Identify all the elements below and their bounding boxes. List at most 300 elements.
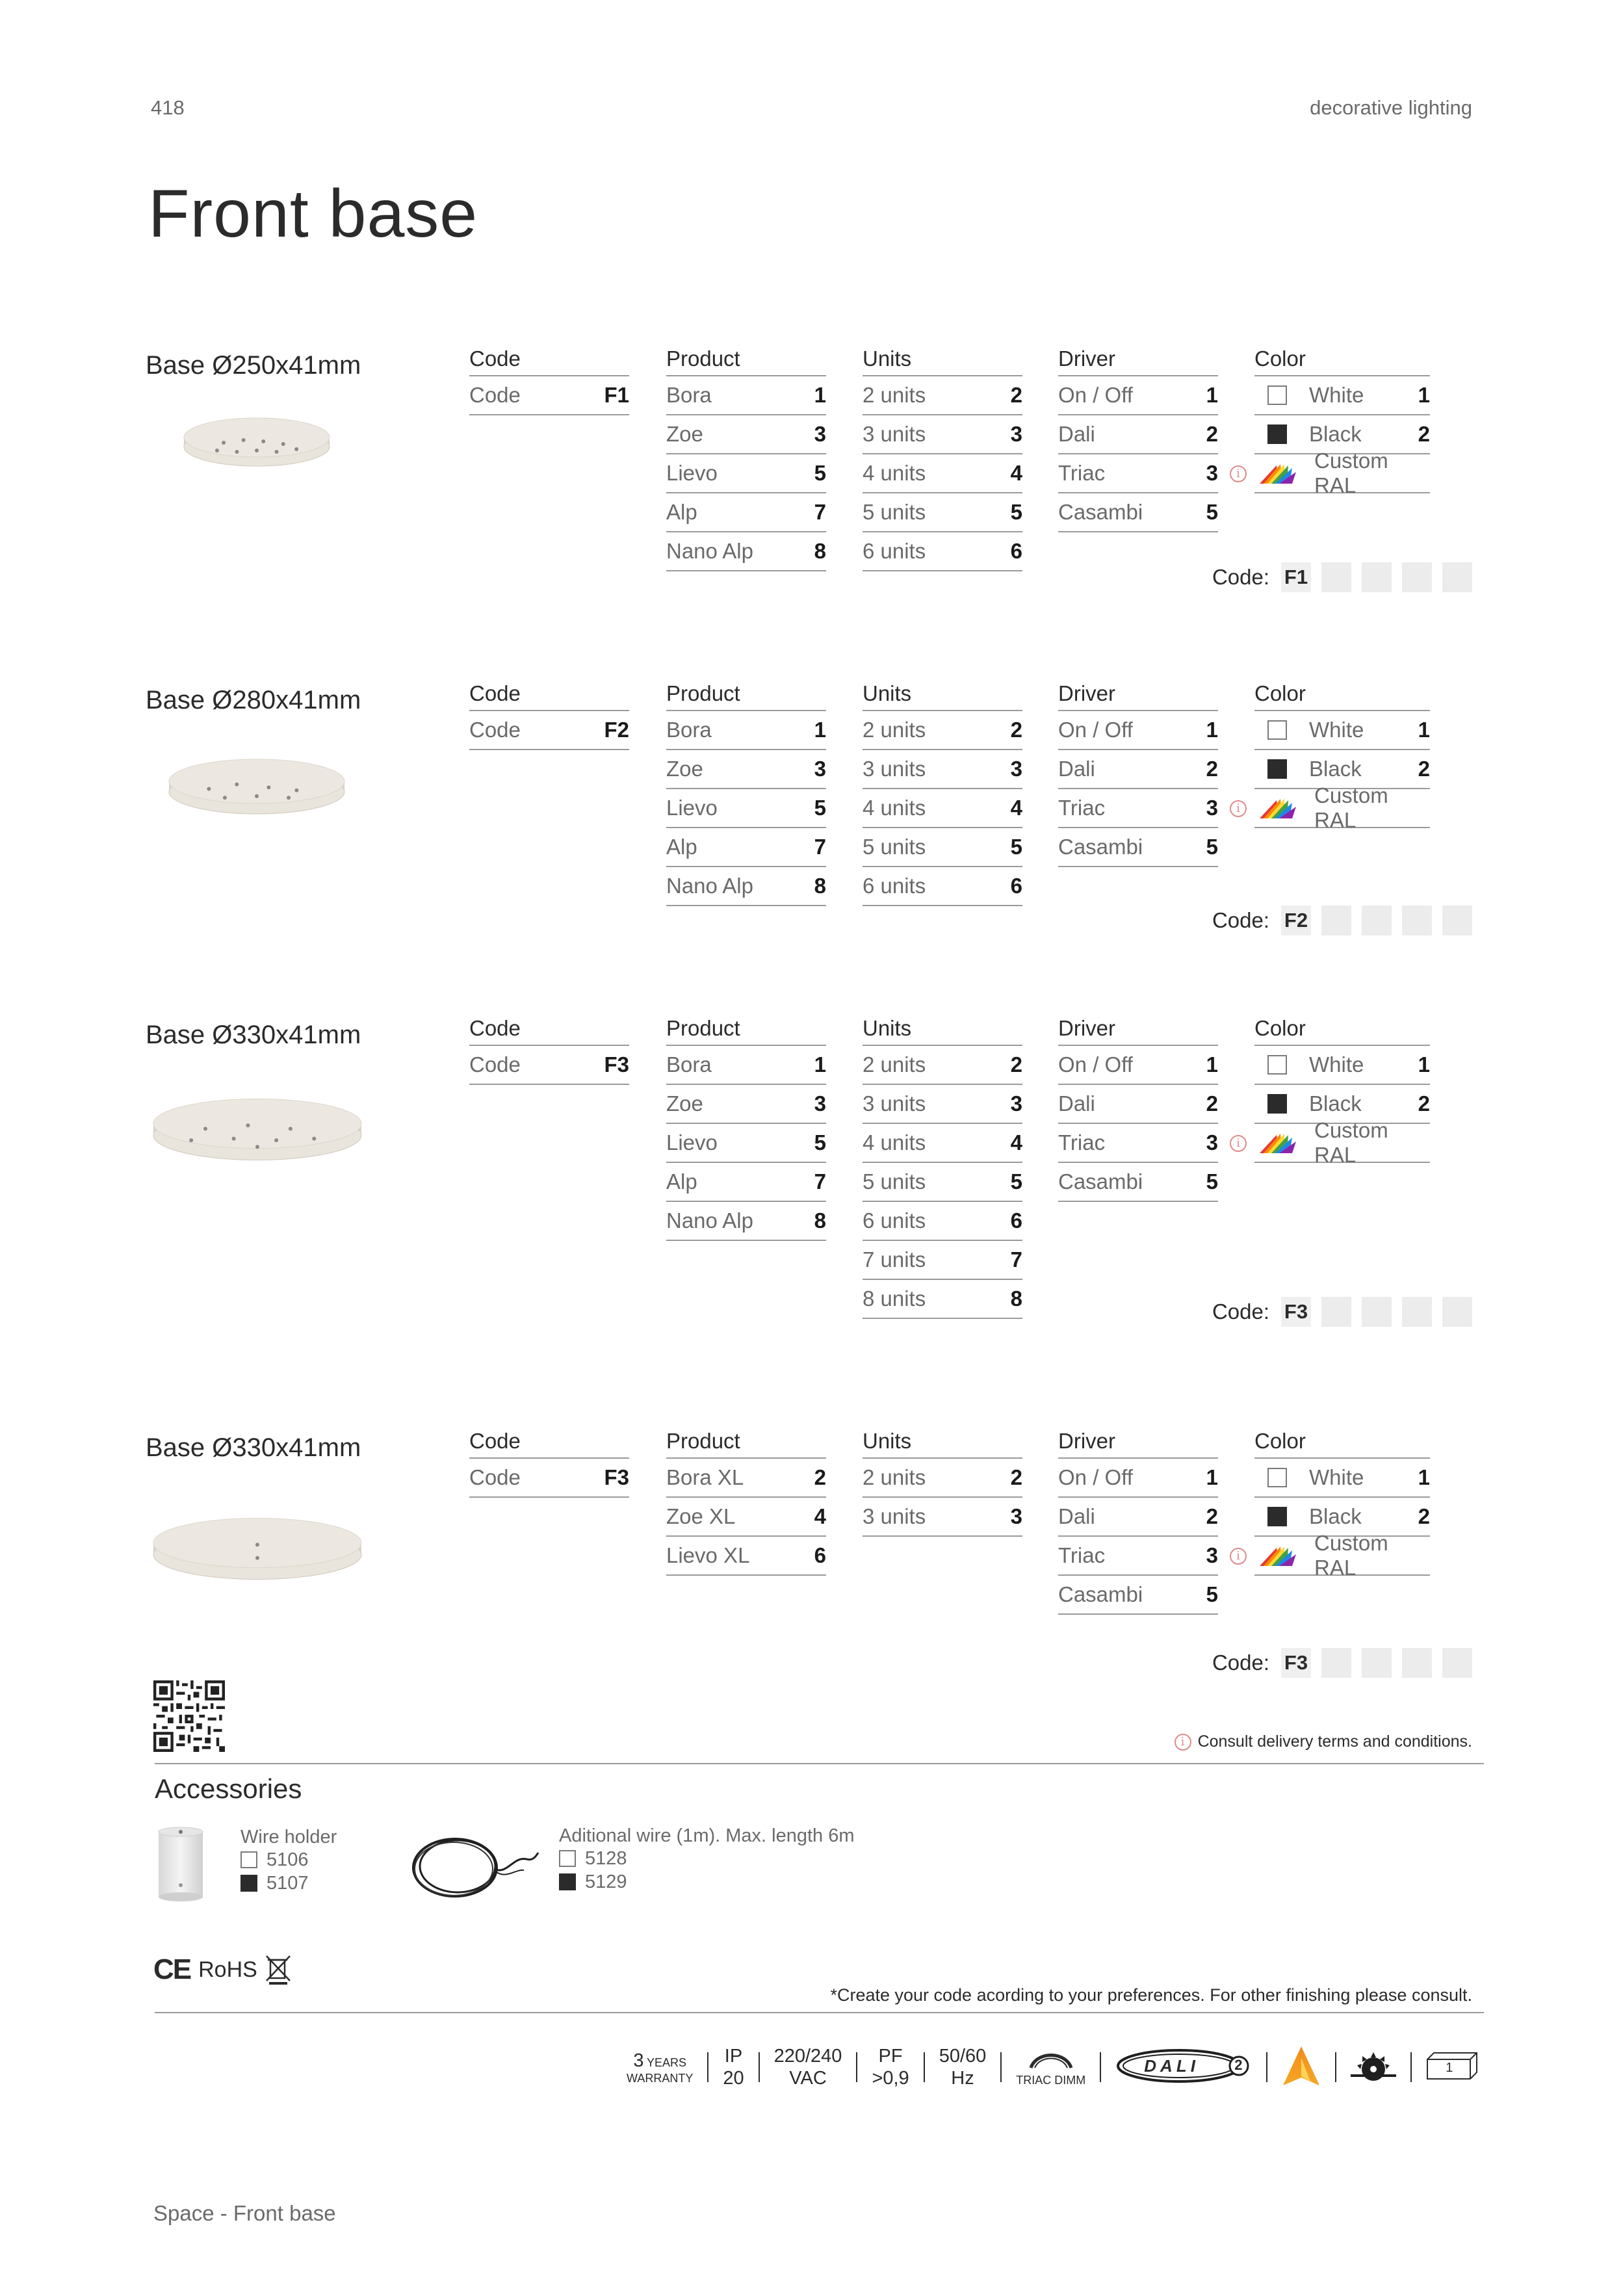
driver-option-number: 1 [1206, 1465, 1218, 1489]
cable-hole [294, 789, 298, 792]
units-option-number: 2 [1010, 383, 1022, 407]
base-image [182, 410, 331, 475]
code-empty-box[interactable] [1402, 1297, 1432, 1327]
base-name: Base Ø250x41mm [146, 351, 361, 380]
units-column [863, 1430, 1022, 1537]
option-code: 5107 [266, 1872, 309, 1894]
pf-label: PF [878, 2046, 903, 2067]
code-column [469, 1017, 629, 1085]
voltage-unit: VAC [789, 2068, 827, 2089]
units-option-number: 8 [1010, 1286, 1022, 1311]
driver-option-number: 3 [1206, 461, 1218, 485]
product-option[interactable] [666, 415, 826, 454]
divider [155, 1763, 1484, 1764]
code-prefix-box: F1 [1281, 562, 1311, 592]
cable-hole [255, 449, 259, 452]
units-option-label: 4 units [863, 1130, 926, 1155]
cable-hole [207, 787, 211, 790]
product-option[interactable] [666, 750, 826, 789]
base-name: Base Ø330x41mm [146, 1433, 361, 1462]
product-option-number: 7 [814, 500, 826, 524]
wire-image [409, 1830, 539, 1901]
color-option[interactable] [1254, 711, 1430, 750]
driver-option-number: 5 [1206, 1582, 1218, 1606]
code-empty-box[interactable] [1321, 906, 1351, 935]
driver-option[interactable] [1058, 1498, 1218, 1537]
units-option[interactable] [863, 1163, 1022, 1202]
code-prefix-box: F3 [1281, 1297, 1311, 1327]
units-option-label: 6 units [863, 539, 926, 563]
separator [1410, 2052, 1412, 2082]
driver-option[interactable] [1058, 1046, 1218, 1085]
driver-option[interactable] [1058, 1163, 1218, 1202]
product-option[interactable] [666, 828, 826, 867]
driver-option-label: On / Off [1058, 383, 1133, 407]
product-option-number: 5 [814, 1130, 826, 1155]
product-option-number: 8 [814, 1208, 826, 1233]
product-option-label: Lievo XL [666, 1543, 750, 1567]
color-column-header: Color [1254, 348, 1430, 376]
driver-column [1058, 348, 1218, 532]
units-option[interactable] [863, 1085, 1022, 1124]
product-option[interactable] [666, 1498, 826, 1537]
units-option[interactable] [863, 789, 1022, 828]
code-empty-box[interactable] [1442, 1297, 1472, 1327]
ip-spec [714, 2045, 753, 2089]
base-image [151, 1086, 364, 1173]
cable-hole [255, 1556, 259, 1560]
code-empty-box[interactable] [1442, 1648, 1472, 1678]
code-option-label: Code [469, 383, 521, 407]
driver-option[interactable] [1058, 493, 1218, 532]
base-image [151, 1505, 364, 1593]
product-option-number: 8 [814, 539, 826, 563]
driver-option-label: On / Off [1058, 718, 1133, 742]
cable-hole [266, 785, 270, 789]
warranty-spec [617, 2050, 702, 2085]
driver-option[interactable] [1058, 1459, 1218, 1498]
code-option-label: Code [469, 1465, 521, 1489]
color-option[interactable] [1254, 376, 1430, 415]
units-option-number: 2 [1010, 1052, 1022, 1076]
driver-column [1058, 1430, 1218, 1615]
color-option-number: 2 [1418, 1504, 1430, 1528]
product-option-label: Bora XL [666, 1465, 744, 1489]
color-option-label: Black [1309, 757, 1362, 781]
ral-color-wheel-icon [1257, 1543, 1299, 1569]
product-column [666, 1017, 826, 1241]
code-prefix-box: F3 [1281, 1648, 1311, 1678]
units-option[interactable] [863, 1498, 1022, 1537]
color-column-header: Color [1254, 683, 1430, 711]
driver-option[interactable] [1058, 1576, 1218, 1615]
driver-option[interactable] [1058, 1124, 1218, 1163]
black-swatch-icon [1267, 1507, 1287, 1526]
color-option[interactable] [1254, 1046, 1430, 1085]
driver-column [1058, 1017, 1218, 1202]
cable-hole [223, 796, 227, 800]
product-option-number: 7 [814, 1169, 826, 1194]
color-option-label: Black [1309, 422, 1362, 446]
product-option[interactable] [666, 867, 826, 906]
info-icon: i [1230, 465, 1247, 482]
units-option-label: 3 units [863, 757, 926, 781]
product-option-number: 6 [814, 1543, 826, 1567]
divider [155, 2012, 1484, 2013]
units-option-label: 3 units [863, 1091, 926, 1115]
wire-holder-label: Wire holder [240, 1827, 337, 1847]
code-empty-box[interactable] [1362, 562, 1392, 592]
units-option-number: 6 [1010, 1208, 1022, 1233]
separator [759, 2052, 760, 2082]
cable-hole [294, 447, 298, 451]
product-option[interactable] [666, 711, 826, 750]
code-empty-box[interactable] [1442, 906, 1472, 935]
driver-option-number: 1 [1206, 383, 1218, 407]
ceiling-install-spec [1342, 2050, 1405, 2085]
voltage-value: 220/240 [773, 2046, 842, 2067]
units-option-number: 2 [1010, 718, 1022, 742]
units-option-label: 3 units [863, 1504, 926, 1528]
driver-option[interactable] [1058, 1085, 1218, 1124]
product-option-number: 7 [814, 835, 826, 859]
casambi-icon [1282, 2045, 1321, 2087]
color-option-label: Black [1309, 1091, 1362, 1115]
units-option-label: 6 units [863, 1208, 926, 1233]
code-builder [1212, 1648, 1472, 1678]
product-option[interactable] [666, 532, 826, 571]
units-option[interactable] [863, 454, 1022, 493]
ip-label: IP [724, 2046, 743, 2067]
info-icon: i [1230, 800, 1247, 817]
wire-holder-image [156, 1827, 205, 1902]
units-option[interactable] [863, 1046, 1022, 1085]
product-option-label: Nano Alp [666, 539, 753, 563]
product-option[interactable] [666, 1459, 826, 1498]
driver-column-header: Driver [1058, 1017, 1218, 1046]
units-option-number: 4 [1010, 461, 1022, 485]
units-option[interactable] [863, 1459, 1022, 1498]
product-option-label: Zoe [666, 422, 703, 446]
driver-option-label: Triac [1058, 461, 1106, 485]
color-column-header: Color [1254, 1017, 1430, 1046]
cable-hole [232, 1137, 236, 1141]
casambi-spec [1273, 2045, 1330, 2090]
product-option-label: Nano Alp [666, 1208, 753, 1233]
driver-option[interactable] [1058, 1537, 1218, 1576]
separator [1100, 2052, 1101, 2082]
product-option-label: Lievo [666, 1130, 718, 1155]
cable-hole [274, 1138, 278, 1142]
product-option-label: Bora [666, 1052, 712, 1076]
product-option[interactable] [666, 1124, 826, 1163]
ral-color-wheel-icon [1257, 1130, 1299, 1156]
driver-option-label: Dali [1058, 757, 1095, 781]
warranty-unit: YEARS [646, 2056, 686, 2069]
pf-value: >0,9 [872, 2068, 909, 2089]
separator [924, 2052, 925, 2082]
code-builder-label: Code: [1212, 908, 1269, 932]
color-option[interactable] [1254, 1459, 1430, 1498]
driver-option-number: 1 [1206, 718, 1218, 742]
product-option[interactable] [666, 1046, 826, 1085]
color-option[interactable] [1254, 783, 1430, 832]
wire-option-white[interactable] [559, 1847, 855, 1870]
product-option-number: 3 [814, 422, 826, 446]
units-option-number: 3 [1010, 1091, 1022, 1115]
units-option[interactable] [863, 711, 1022, 750]
driver-option-label: On / Off [1058, 1052, 1133, 1076]
white-swatch-icon [1267, 385, 1287, 405]
driver-option[interactable] [1058, 415, 1218, 454]
page-title: Front base [148, 176, 478, 252]
units-option[interactable] [863, 415, 1022, 454]
code-empty-box[interactable] [1362, 1297, 1392, 1327]
color-option[interactable] [1254, 1531, 1430, 1580]
code-option[interactable] [469, 376, 629, 415]
product-option[interactable] [666, 1537, 826, 1576]
driver-option[interactable] [1058, 789, 1218, 828]
product-option-label: Bora [666, 718, 712, 742]
cable-hole [235, 450, 239, 454]
frequency-spec [930, 2045, 996, 2089]
code-builder-label: Code: [1212, 1299, 1269, 1324]
product-option-label: Alp [666, 1169, 697, 1194]
units-option-label: 5 units [863, 500, 926, 524]
color-option-label: White [1309, 1465, 1364, 1489]
footnote: *Create your code acording to your preferences. For other finishing please consult. [830, 1985, 1472, 2005]
code-builder-label: Code: [1212, 565, 1269, 589]
product-option[interactable] [666, 454, 826, 493]
cable-hole [215, 449, 219, 452]
units-option-number: 5 [1010, 835, 1022, 859]
units-option-number: 6 [1010, 874, 1022, 898]
units-option[interactable] [863, 532, 1022, 571]
class-spec [1417, 2050, 1487, 2085]
product-option[interactable] [666, 376, 826, 415]
base-name: Base Ø280x41mm [146, 686, 361, 714]
product-option-number: 4 [814, 1504, 826, 1528]
product-option-number: 1 [814, 383, 826, 407]
product-option[interactable] [666, 1163, 826, 1202]
product-option-number: 3 [814, 757, 826, 781]
units-option[interactable] [863, 1202, 1022, 1241]
product-option[interactable] [666, 789, 826, 828]
qr-code[interactable] [153, 1680, 225, 1752]
driver-option-label: Casambi [1058, 500, 1143, 524]
black-swatch-icon [1267, 759, 1287, 779]
color-option[interactable] [1254, 449, 1430, 497]
cable-hole [287, 796, 291, 800]
units-option-number: 3 [1010, 1504, 1022, 1528]
color-option[interactable] [1254, 1118, 1430, 1167]
driver-option[interactable] [1058, 711, 1218, 750]
option-code: 5129 [585, 1871, 627, 1892]
color-option-label: White [1309, 718, 1364, 742]
units-option-label: 7 units [863, 1247, 926, 1272]
code-empty-box[interactable] [1321, 1297, 1351, 1327]
black-swatch-icon [1267, 424, 1287, 444]
cable-hole [246, 1123, 250, 1127]
cable-hole [189, 1138, 193, 1142]
units-option-label: 2 units [863, 1052, 926, 1076]
color-option-label: Custom RAL [1314, 783, 1388, 832]
units-option[interactable] [863, 867, 1022, 906]
product-option[interactable] [666, 493, 826, 532]
driver-option-label: Casambi [1058, 1582, 1143, 1606]
code-empty-box[interactable] [1321, 562, 1351, 592]
cable-hole [275, 450, 279, 454]
base-name: Base Ø330x41mm [146, 1021, 361, 1049]
color-option-number: 1 [1418, 1052, 1430, 1076]
units-option-label: 2 units [863, 383, 926, 407]
color-column [1236, 1429, 1430, 1580]
units-column [863, 1017, 1022, 1319]
driver-option-label: Dali [1058, 422, 1095, 446]
dali-version: 2 [1234, 2056, 1243, 2073]
units-option[interactable] [863, 1280, 1022, 1319]
driver-option-number: 3 [1206, 1130, 1218, 1155]
units-option[interactable] [863, 1241, 1022, 1280]
code-option[interactable] [469, 1459, 629, 1498]
info-icon: i [1175, 1734, 1191, 1751]
saw-blade-icon [1351, 2050, 1396, 2082]
product-option-label: Lievo [666, 461, 718, 485]
product-column-header: Product [666, 1017, 826, 1046]
product-column-header: Product [666, 348, 826, 376]
code-option-number: F3 [604, 1465, 629, 1489]
code-option[interactable] [469, 1046, 629, 1085]
wire-group [559, 1825, 855, 1894]
wire-label: Aditional wire (1m). Max. length 6m [559, 1825, 855, 1846]
certifications [153, 1953, 292, 1986]
driver-option-number: 5 [1206, 1169, 1218, 1194]
code-builder [1212, 1297, 1472, 1327]
option-code: 5128 [585, 1847, 627, 1869]
dali-spec [1106, 2047, 1261, 2088]
driver-option-label: On / Off [1058, 1465, 1133, 1489]
wire-option-black[interactable] [559, 1870, 855, 1894]
info-icon: i [1230, 1135, 1247, 1152]
units-option[interactable] [863, 1124, 1022, 1163]
driver-option-label: Triac [1058, 796, 1106, 820]
driver-option-number: 3 [1206, 1543, 1218, 1567]
product-option-number: 5 [814, 461, 826, 485]
driver-option-label: Casambi [1058, 1169, 1143, 1194]
units-option[interactable] [863, 750, 1022, 789]
black-swatch-icon [1267, 1094, 1287, 1114]
color-option-number: 2 [1418, 757, 1430, 781]
triac-spec [1007, 2048, 1095, 2087]
driver-option[interactable] [1058, 454, 1218, 493]
color-option-number: 2 [1418, 422, 1430, 446]
product-option[interactable] [666, 1202, 826, 1241]
code-column [469, 683, 629, 750]
code-option[interactable] [469, 711, 629, 750]
info-icon: i [1230, 1548, 1247, 1565]
white-swatch-icon [240, 1851, 257, 1868]
code-column-header: Code [469, 348, 629, 376]
driver-option-number: 2 [1206, 1091, 1218, 1115]
units-column-header: Units [863, 1430, 1022, 1459]
specs-bar [617, 2041, 1487, 2093]
color-option-number: 1 [1418, 1465, 1430, 1489]
class-number: 1 [1446, 2060, 1453, 2075]
product-option-number: 1 [814, 1052, 826, 1076]
pf-spec [863, 2045, 918, 2089]
units-column-header: Units [863, 348, 1022, 376]
black-swatch-icon [559, 1873, 576, 1890]
units-option-label: 5 units [863, 835, 926, 859]
section-label: decorative lighting [1310, 96, 1472, 119]
product-option-label: Alp [666, 835, 697, 859]
units-option[interactable] [863, 828, 1022, 867]
color-option-number: 1 [1418, 718, 1430, 742]
product-column-header: Product [666, 1430, 826, 1459]
product-option-label: Zoe [666, 757, 703, 781]
color-column [1236, 681, 1430, 832]
rohs-label: RoHS [198, 1957, 257, 1982]
units-option[interactable] [863, 493, 1022, 532]
code-option-label: Code [469, 718, 521, 742]
black-swatch-icon [240, 1875, 257, 1892]
units-column [863, 683, 1022, 906]
product-column [666, 683, 826, 906]
driver-option-number: 5 [1206, 500, 1218, 524]
color-option-label: White [1309, 1052, 1364, 1076]
product-option-label: Lievo [666, 796, 718, 820]
product-option-number: 1 [814, 718, 826, 742]
code-empty-box[interactable] [1402, 562, 1432, 592]
code-builder-label: Code: [1212, 1650, 1269, 1675]
code-column-header: Code [469, 1017, 629, 1046]
triac-label: TRIAC DIMM [1016, 2073, 1086, 2087]
code-empty-box[interactable] [1362, 906, 1392, 935]
dali-label: DALI [1144, 2055, 1199, 2076]
units-option-label: 3 units [863, 422, 926, 446]
ce-mark-icon: CE [153, 1953, 191, 1985]
product-option-number: 2 [814, 1465, 826, 1489]
color-option-number: 1 [1418, 383, 1430, 407]
product-column [666, 348, 826, 571]
white-swatch-icon [1267, 1055, 1287, 1075]
consult-note [1175, 1732, 1472, 1751]
cable-hole [242, 438, 246, 442]
wire-holder-option-black[interactable] [240, 1872, 337, 1895]
product-option-label: Alp [666, 500, 697, 524]
code-empty-box[interactable] [1402, 906, 1432, 935]
driver-option-label: Dali [1058, 1091, 1095, 1115]
driver-option-number: 2 [1206, 422, 1218, 446]
code-builder [1212, 906, 1472, 935]
code-empty-box[interactable] [1321, 1648, 1351, 1678]
driver-option[interactable] [1058, 376, 1218, 415]
driver-option-number: 5 [1206, 835, 1218, 859]
color-option-number: 2 [1418, 1091, 1430, 1115]
driver-option[interactable] [1058, 828, 1218, 867]
wire-holder-option-white[interactable] [240, 1848, 337, 1872]
cable-hole [261, 439, 265, 443]
product-option[interactable] [666, 1085, 826, 1124]
code-empty-box[interactable] [1402, 1648, 1432, 1678]
units-option-number: 3 [1010, 757, 1022, 781]
driver-option[interactable] [1058, 750, 1218, 789]
code-empty-box[interactable] [1442, 562, 1472, 592]
separator [1335, 2052, 1336, 2082]
code-empty-box[interactable] [1362, 1648, 1392, 1678]
units-option[interactable] [863, 376, 1022, 415]
code-column-header: Code [469, 683, 629, 711]
